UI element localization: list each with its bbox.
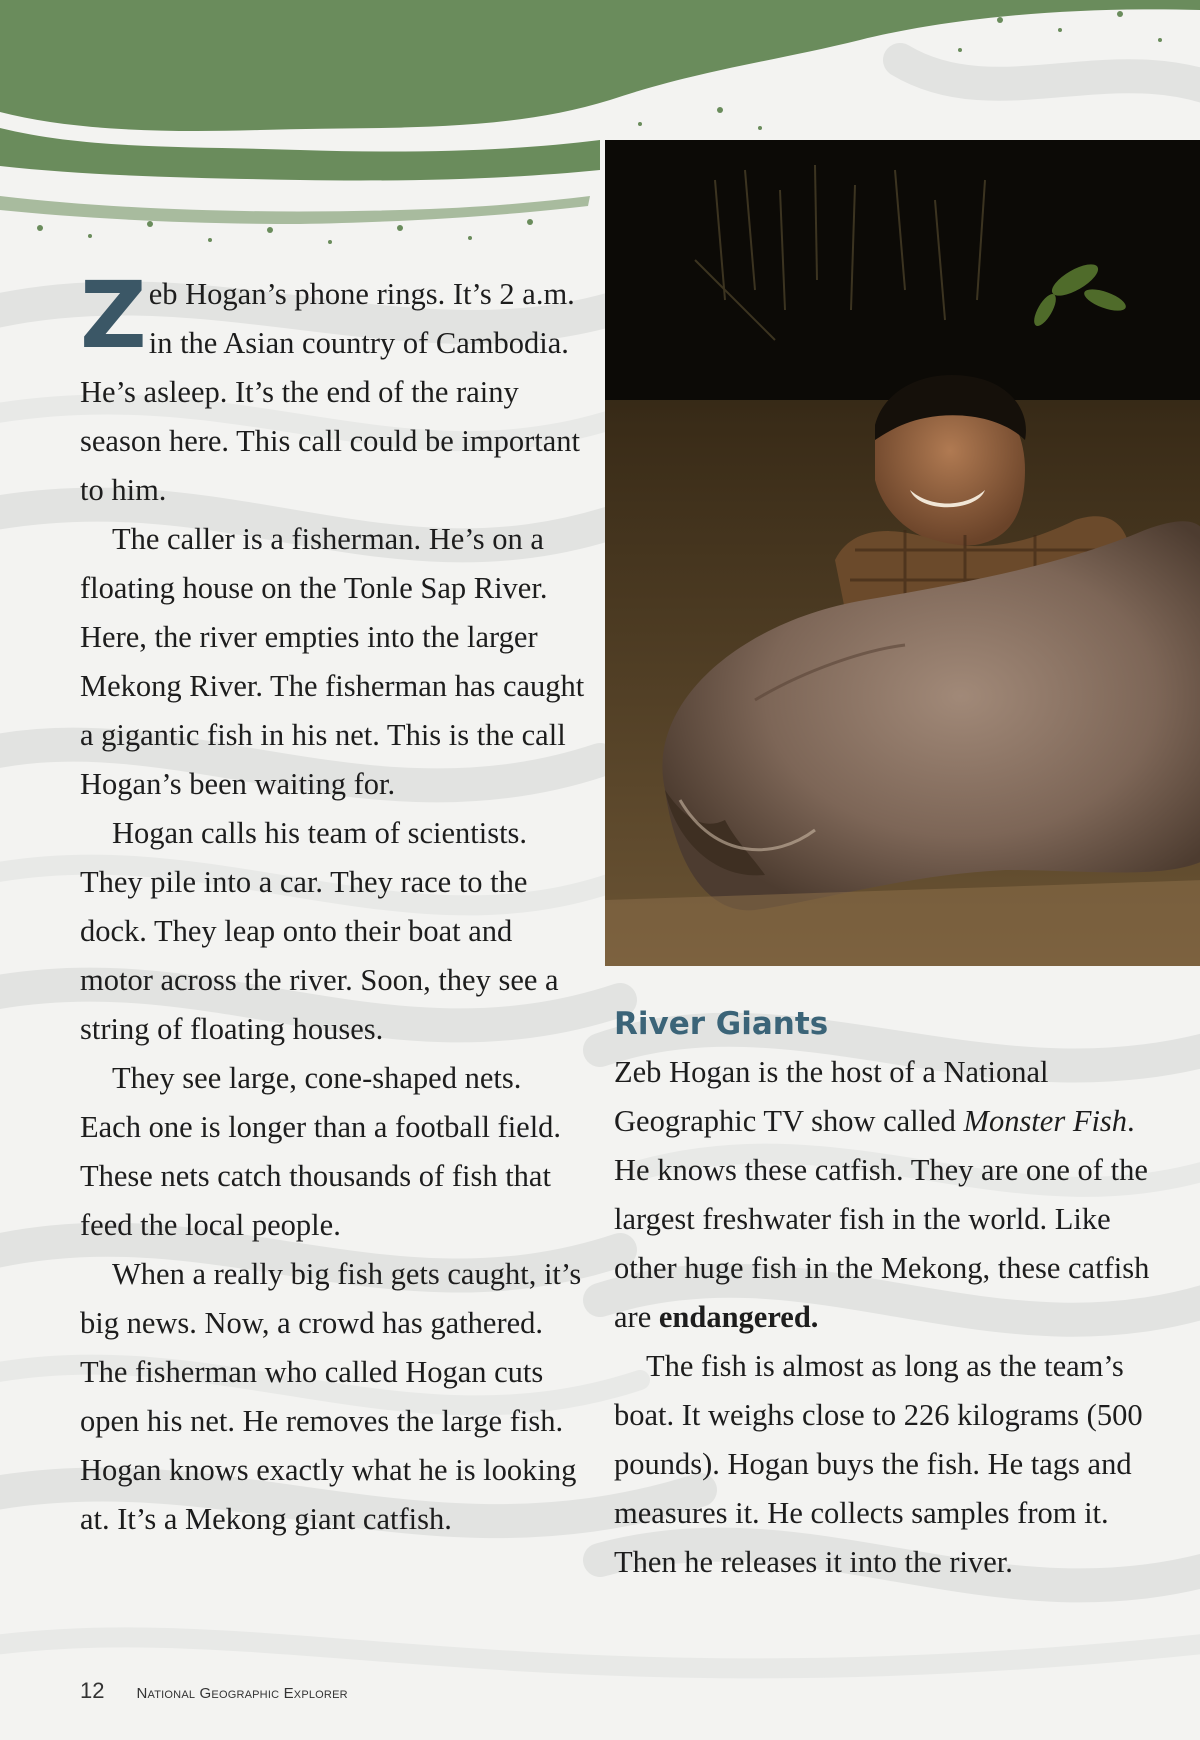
article-left-column: [80, 262, 585, 1544]
river-giants-paragraph-2: The fish is almost as long as the team’s boat. It weighs close to 226 kilograms (500 pounds). Hogan buys the fish. He tags and measures it. He collects samples from it. Then he releases it into the river.: [614, 1349, 1143, 1579]
drop-cap: Z: [80, 262, 147, 369]
river-giants-section: [614, 1000, 1154, 1587]
page-number: 12: [80, 1678, 105, 1703]
paragraph-text: . He knows these catfish. They are one of the largest freshwater fish in the world. Like other huge fish in the Mekong, these catfish are: [614, 1104, 1150, 1334]
paragraph-5: When a really big fish gets caught, it’s big news. Now, a crowd has gathered. The fisherman who called Hogan cuts open his net. He removes the large fish. Hogan knows exactly what he is looking at. It’s a Mekong giant catfish.: [80, 1257, 582, 1536]
page-footer: [80, 1678, 348, 1704]
show-title: Monster Fish: [963, 1104, 1128, 1138]
paragraph-4: They see large, cone-shaped nets. Each one is longer than a football field. These nets catch thousands of fish that feed the local people.: [80, 1061, 562, 1242]
vocab-term: endangered.: [658, 1300, 819, 1334]
paragraph-1-text: eb Hogan’s phone rings. It’s 2 a.m. in the Asian country of Cambodia. He’s asleep. It’s the end of the rainy season here. This call could be important to him.: [80, 277, 581, 507]
river-giants-paragraph-1: [614, 1048, 1154, 1342]
paragraph-1: [80, 262, 585, 515]
catfish-photo: [605, 140, 1200, 966]
paragraph-3: Hogan calls his team of scientists. They pile into a car. They race to the dock. They leap onto their boat and motor across the river. Soon, they see a string of floating houses.: [80, 816, 559, 1046]
catfish-photo-illustration: [605, 140, 1200, 966]
paragraph-text: Zeb Hogan is the host of a National Geographic TV show called: [614, 1055, 1049, 1138]
publication-name: National Geographic Explorer: [136, 1685, 348, 1702]
paragraph-2: The caller is a fisherman. He’s on a floating house on the Tonle Sap River. Here, the river empties into the larger Mekong River. The fisherman has caught a gigantic fish in his net. This is the call Hogan’s been waiting for.: [80, 522, 585, 801]
section-title: River Giants: [614, 1006, 829, 1042]
